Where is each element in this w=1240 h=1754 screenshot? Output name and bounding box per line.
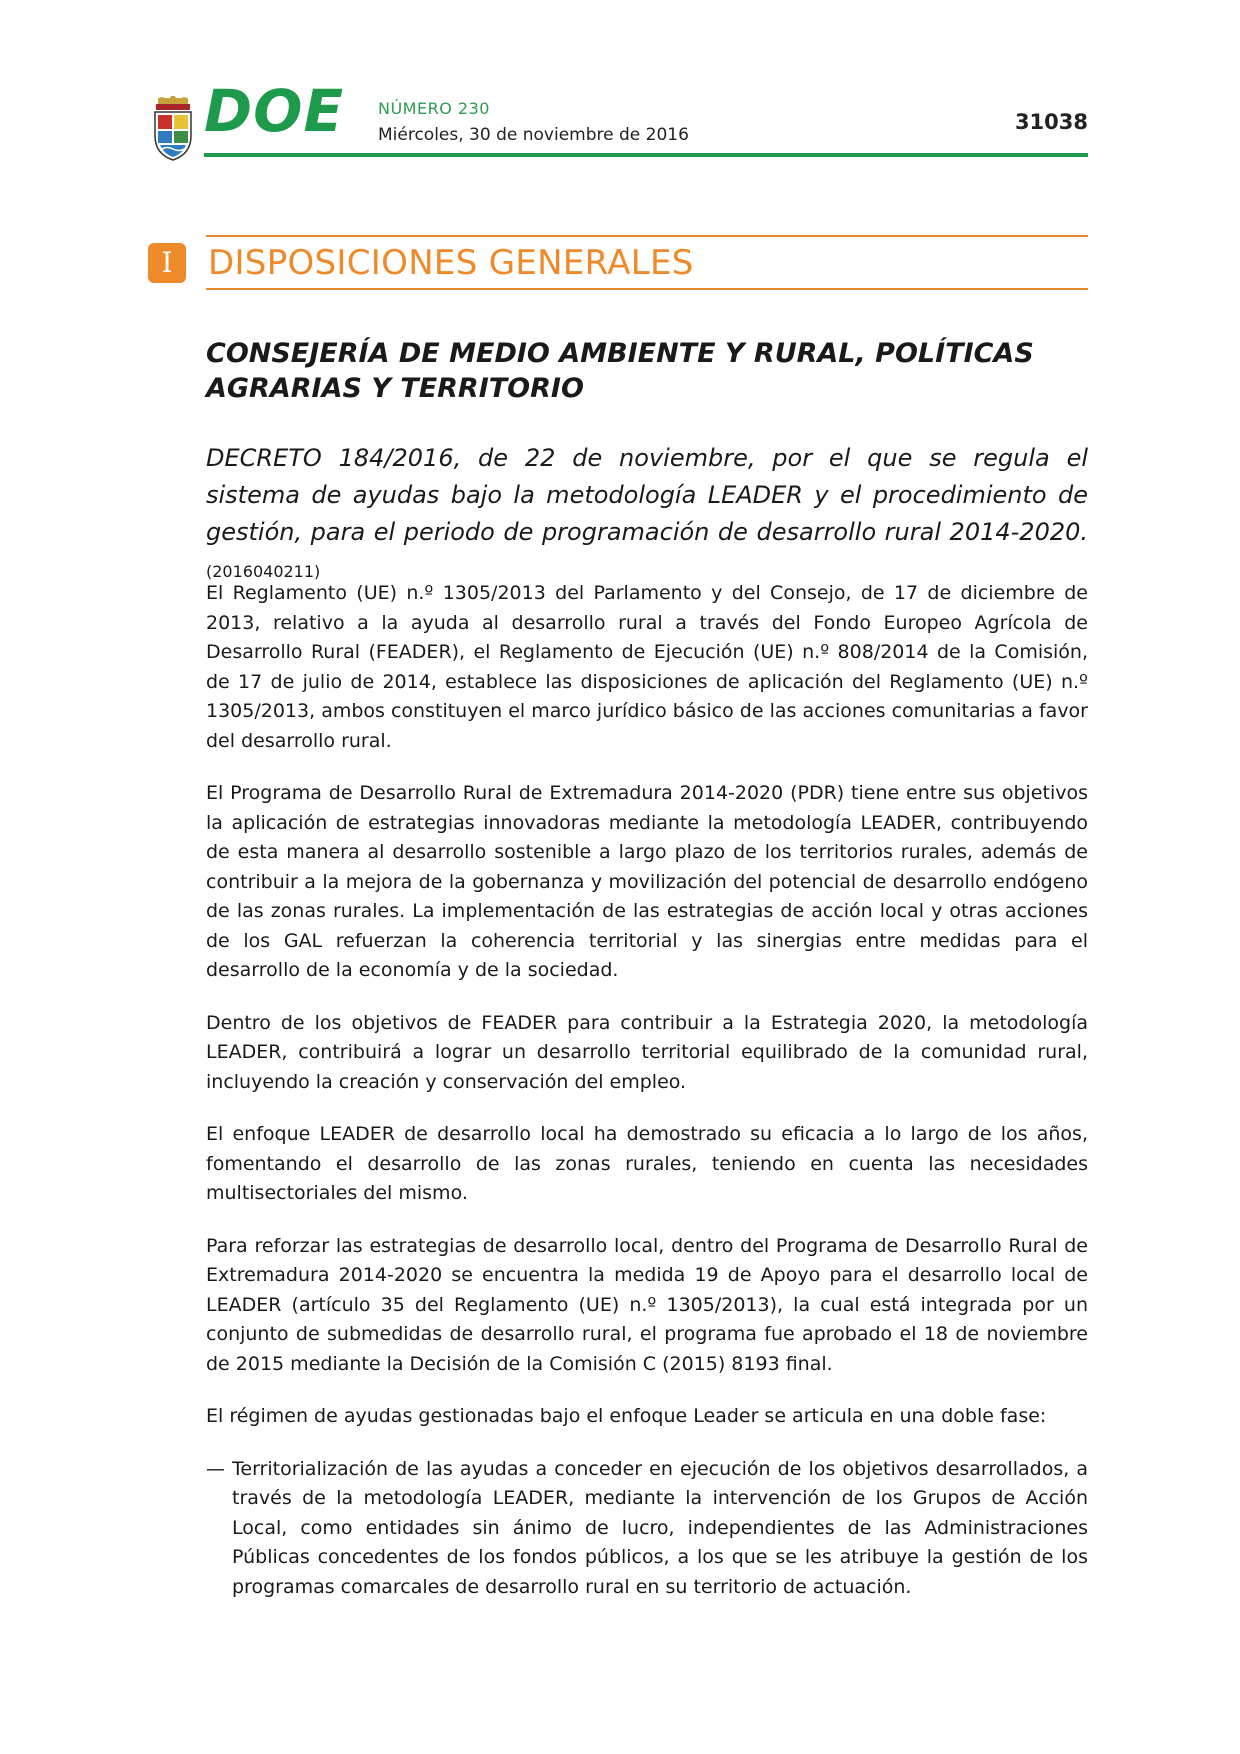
decree-title <box>206 440 1088 590</box>
section-badge: I <box>148 243 186 283</box>
decree-title-text: DECRETO 184/2016, de 22 de noviembre, por el que se regula el sistema de ayudas bajo la metodología LEADER y el procedimiento de gestión, para el periodo de programación de desarrollo rural 2014-2020. <box>206 444 1088 546</box>
section-divider-top <box>206 235 1088 237</box>
section-title: DISPOSICIONES GENERALES <box>208 243 694 283</box>
paragraph: Dentro de los objetivos de FEADER para contribuir a la Estrategia 2020, la metodología LEADER, contribuirá a lograr un desarrollo territorial equilibrado de la comunidad rural, incluyendo la creación y conservación del empleo. <box>206 1011 1088 1093</box>
section-divider-bottom <box>206 288 1088 290</box>
header-divider <box>204 153 1088 157</box>
paragraph: El régimen de ayudas gestionadas bajo el enfoque Leader se articula en una doble fase: <box>206 1405 1047 1427</box>
issue-number: NÚMERO 230 <box>378 99 490 118</box>
issue-date: Miércoles, 30 de noviembre de 2016 <box>378 125 689 145</box>
paragraph: El Reglamento (UE) n.º 1305/2013 del Parlamento y del Consejo, de 17 de diciembre de 2013, relativo a la ayuda al desarrollo rural a través del Fondo Europeo Agrícola de Desarrollo Rural (FEADER), el Reglamento de Ejecución (UE) n.º 808/2014 de la Comisión, de 17 de julio de 2014, establece las disposiciones de aplicación del Reglamento (UE) n.º 1305/2013, ambos constituyen el marco jurídico básico de las acciones comunitarias a favor del desarrollo rural. <box>206 582 1088 752</box>
list-item-text: Territorialización de las ayudas a conceder en ejecución de los objetivos desarrollados, a través de la metodología LEADER, mediante la intervención de los Grupos de Acción Local, como entidades sin ánimo de lucro, independientes de las Administraciones Públicas concedentes de los fondos públicos, a los que se les atribuye la gestión de los programas comarcales de desarrollo rural en su territorio de actuación. <box>232 1457 1088 1598</box>
page-number: 31038 <box>1014 110 1088 134</box>
extremadura-coat-of-arms-icon <box>150 96 196 162</box>
list-item <box>206 1455 1088 1603</box>
bullet-dash: — <box>206 1457 225 1480</box>
decree-code: (2016040211) <box>206 562 321 581</box>
paragraph: Para reforzar las estrategias de desarrollo local, dentro del Programa de Desarrollo Rural de Extremadura 2014-2020 se encuentra la medida 19 de Apoyo para el desarrollo local de LEADER (artículo 35 del Reglamento (UE) n.º 1305/2013), la cual está integrada por un conjunto de submedidas de desarrollo rural, el programa fue aprobado el 18 de noviembre de 2015 mediante la Decisión de la Comisión C (2015) 8193 final. <box>206 1234 1088 1375</box>
document-body <box>206 579 1088 1602</box>
paragraph: El Programa de Desarrollo Rural de Extremadura 2014-2020 (PDR) tiene entre sus objetivos la aplicación de estrategias innovadoras mediante la metodología LEADER, contribuyendo de esta manera al desarrollo sostenible a largo plazo de los territorios rurales, además de contribuir a la mejora de la gobernanza y movilización del potencial de desarrollo endógeno de las zonas rurales. La implementación de las estrategias de acción local y otras acciones de los GAL refuerzan la coherencia territorial y las sinergias entre medidas para el desarrollo de la economía y de la sociedad. <box>206 782 1088 981</box>
doe-logo: DOE <box>204 77 345 145</box>
ministry-heading: CONSEJERÍA DE MEDIO AMBIENTE Y RURAL, POLÍTICAS AGRARIAS Y TERRITORIO <box>206 338 1034 404</box>
paragraph: El enfoque LEADER de desarrollo local ha demostrado su eficacia a lo largo de los años, fomentando el desarrollo de las zonas rurales, teniendo en cuenta las necesidades multisectoriales del mismo. <box>206 1123 1088 1204</box>
